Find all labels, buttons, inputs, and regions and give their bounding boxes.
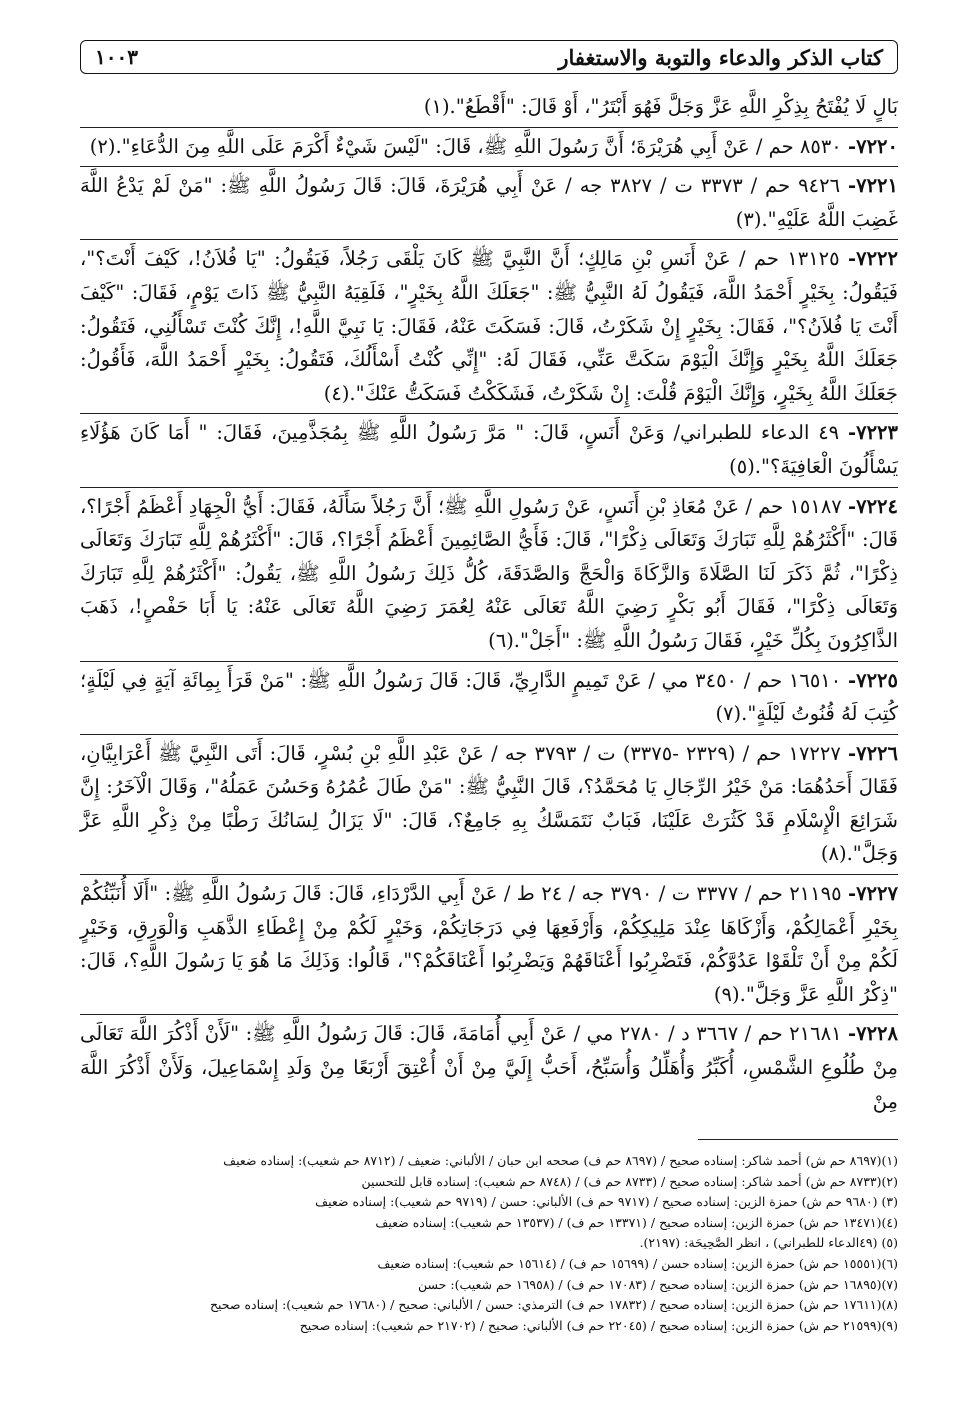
hadith-number: ٧٢٢٤- xyxy=(848,494,898,518)
hadith-number: ٧٢٢٣- xyxy=(848,421,898,445)
hadith-number: ٧٢٢٢- xyxy=(848,247,898,271)
hadith-entry xyxy=(80,662,898,735)
hadith-number: ٧٢٢١- xyxy=(848,174,899,198)
footnote: (٨)(١٧٦١١ حم ش) حمزة الزين: إسناده صحيح / (١٧٨٣٢ حم ف) الترمذي: حسن / الألباني: صحيح / (١٧٦٨٠ حم شعيب): إسناده صحيح xyxy=(209,1297,898,1313)
footnote: (٩)(٢١٥٩٩ حم ش) حمزة الزين: إسناده صحيح / (٢٢٠٤٥ حم ف) الألباني: صحيح / (٢١٧٠٢ حم شعيب): إسناده صحيح xyxy=(299,1317,898,1333)
footnote: (٣) (٩٦٨٠ حم ش) حمزة الزين: إسناده صحيح / (٩٧١٧ حم ف) الألباني: حسن / (٩٧١٩ حم شعيب): إسناده ضعيف xyxy=(315,1194,898,1210)
footnote: (٤)(١٣٤٧١ حم ش) حمزة الزين: إسناده صحيح / (١٣٣٧١ حم ف) / (١٣٥٣٧ حم شعيب): إسناده ضعيف xyxy=(375,1214,898,1230)
hadith-entry xyxy=(80,1015,898,1121)
page-number: ١٠٠٣ xyxy=(95,45,138,69)
hadith-text: ١٧٢٢٧ حم / (٢٣٢٩ -٣٣٧٥) ت / ٣٧٩٣ جه / عَنْ عَبْدِ اللَّهِ بْنِ بُسْرٍ، قَالَ: أَتَى النَّبِيَّ ﷺ أَعْرَابِيَّانِ، فَقَالَ أَحَدُهُمَا: مَنْ خَيْرُ الرِّجَالِ يَا مُحَمَّدُ؟، قَالَ النَّبِيُّ ﷺ: "مَنْ طَالَ عُمُرُهُ وَحَسُنَ عَمَلُهُ"، وَقَالَ الْآخَرُ: إِنَّ شَرَائِعَ الْإِسْلَامِ قَدْ كَثُرَتْ عَلَيْنَا، فَبَابٌ نَتَمَسَّكُ بِهِ جَامِعٌ؟، قَالَ: "لَا يَزَالُ لِسَانُكَ رَطْبًا مِنْ ذِكْرِ اللَّهِ عَزَّ وَجَلَّ".(٨) xyxy=(80,741,898,866)
hadith-text: ١٥١٨٧ حم / عَنْ مُعَاذِ بْنِ أَنَسٍ، عَنْ رَسُولِ اللَّهِ ﷺ؛ أَنَّ رَجُلاً سَأَلَهُ، فَقَالَ: أَيُّ الْجِهَادِ أَعْظَمُ أَجْرًا؟، قَالَ: "أَكْثَرُهُمْ لِلَّهِ تَبَارَكَ وَتَعَالَى ذِكْرًا"، قَالَ: فَأَيُّ الصَّائِمِينَ أَعْظَمُ أَجْرًا؟، قَالَ: "أَكْثَرُهُمْ لِلَّهِ تَبَارَكَ وَتَعَالَى ذِكْرًا"، ثُمَّ ذَكَرَ لَنَا الصَّلَاةَ وَالزَّكَاةَ وَالْحَجَّ وَالصَّدَقَةَ، كُلُّ ذَلِكَ رَسُولُ اللَّهِ ﷺ، يَقُولُ: "أَكْثَرُهُمْ لِلَّهِ تَبَارَكَ وَتَعَالَى ذِكْرًا"، فَقَالَ أَبُو بَكْرٍ رَضِيَ اللَّهُ تَعَالَى عَنْهُ لِعُمَرَ رَضِيَ اللَّهُ تَعَالَى عَنْهُ: يَا أَبَا حَفْصٍ!، ذَهَبَ الذَّاكِرُونَ بِكُلِّ خَيْرٍ، فَقَالَ رَسُولُ اللَّهِ ﷺ: "أَجَلْ".(٦) xyxy=(80,494,898,652)
hadith-text: ٩٤٢٦ حم / ٣٣٧٣ ت / ٣٨٢٧ جه / عَنْ أَبِي هُرَيْرَةَ، قَالَ: قَالَ رَسُولُ اللَّهِ ﷺ: "مَنْ لَمْ يَدْعُ اللَّهَ غَضِبَ اللَّهُ عَلَيْهِ".(٣) xyxy=(80,174,898,231)
hadith-text: بَالٍ لَا يُفْتَحُ بِذِكْرِ اللَّهِ عَزَّ وَجَلَّ فَهُوَ أَبْتَرُ"، أَوْ قَالَ: "أَقْطَعُ".(١) xyxy=(423,95,898,118)
hadith-number: ٧٢٢٠- xyxy=(848,134,898,158)
footnote: (٦)(١٥٥٥١ حم ش) حمزة الزين: إسناده حسن / (١٥٦٩٩ حم ف) / (١٥٦١٤ حم شعيب): إسناده ضعيف xyxy=(377,1255,898,1271)
hadith-list xyxy=(80,88,898,1121)
hadith-number: ٧٢٢٦- xyxy=(848,741,898,765)
hadith-entry xyxy=(80,240,898,414)
footnote: (٢)(٨٧٣٣ حم ش) أحمد شاكر: إسناده صحيح / (٨٧٣٣ حم ف) / (٨٧٤٨ حم شعيب): إسناده قابل للتحسين xyxy=(361,1173,898,1189)
hadith-text: ١٦٥١٠ حم / ٣٤٥٠ مي / عَنْ تَمِيمٍ الدَّارِيِّ، قَالَ: قَالَ رَسُولُ اللَّهِ ﷺ: "مَنْ قَرَأَ بِمِائَةِ آيَةٍ فِي لَيْلَةٍ؛ كُتِبَ لَهُ قُنُوتُ لَيْلَةٍ".(٧) xyxy=(80,668,898,726)
hadith-text: ١٣١٢٥ حم / عَنْ أَنَسِ بْنِ مَالِكٍ؛ أَنَّ النَّبِيَّ ﷺ كَانَ يَلْقَى رَجُلاً، فَيَقُولُ: "يَا فُلاَنُ!، كَيْفَ أَنْتَ؟"، فَيَقُولُ: بِخَيْرٍ أَحْمَدُ اللَّهَ، فَيَقُولُ لَهُ النَّبِيُّ ﷺ: "جَعَلَكَ اللَّهُ بِخَيْرٍ"، فَلَقِيَهُ النَّبِيُّ ﷺ ذَاتَ يَوْمٍ، فَقَالَ: "كَيْفَ أَنْتَ يَا فُلاَنُ؟"، فَقَالَ: بِخَيْرٍ إِنْ شَكَرْتُ، قَالَ: فَسَكَتَ عَنْهُ، فَقَالَ: يَا نَبِيَّ اللَّهِ!، إِنَّكَ كُنْتَ تَسْأَلُنِي، فَتَقُولُ: جَعَلَكَ اللَّهُ بِخَيْرٍ وَإِنَّكَ الْيَوْمَ سَكَتَّ عَنِّي، فَقَالَ لَهُ: "إِنِّي كُنْتُ أَسْأَلُكَ، فَتَقُولُ: بِخَيْرٍ أَحْمَدُ اللَّهَ، فَأَقُولُ: جَعَلَكَ اللَّهُ بِخَيْرٍ، وَإِنَّكَ الْيَوْمَ قُلْتَ: إِنْ شَكَرْتُ، فَشَكَكْتُ فَسَكَتُّ عَنْكَ".(٤) xyxy=(80,247,898,405)
footnotes xyxy=(80,1151,898,1336)
hadith-text: ٨٥٣٠ حم / عَنْ أَبِي هُرَيْرَةَ؛ أَنَّ رَسُولَ اللَّهِ ﷺ، قَالَ: "لَيْسَ شَيْءٌ أَكْرَمَ عَلَى اللَّهِ مِنَ الدُّعَاءِ".(٢) xyxy=(89,134,842,158)
footnote: (٥) (٤٩الدعاء للطبراني) ، انظر الصَّحِيحَة: (٢١٩٧). xyxy=(639,1235,898,1251)
hadith-number: ٧٢٢٧- xyxy=(847,882,898,906)
footnote-separator xyxy=(698,1139,898,1140)
hadith-entry xyxy=(80,128,898,168)
page-header xyxy=(80,40,898,74)
hadith-text: ٤٩ الدعاء للطبراني/ وَعَنْ أَنَسٍ، قَالَ: " مَرَّ رَسُولُ اللَّهِ ﷺ بِمُجَذَّمِينَ، فَقَالَ: " أَمَا كَانَ هَؤُلَاءِ يَسْأَلُونَ الْعَافِيَةَ؟".(٥) xyxy=(80,421,898,478)
hadith-number: ٧٢٢٥- xyxy=(848,668,898,692)
hadith-number: ٧٢٢٨- xyxy=(848,1022,898,1046)
hadith-entry xyxy=(80,414,898,487)
hadith-entry-continuation xyxy=(80,88,898,128)
book-title: كتاب الذكر والدعاء والتوبة والاستغفار xyxy=(558,44,883,70)
footnote: (١)(٨٦٩٧ حم ش) أحمد شاكر: إسناده صحيح / (٨٦٩٧ حم ف) صححه ابن حبان / الألباني: ضعيف / (٨٧١٢ حم شعيب): إسناده ضعيف xyxy=(223,1153,898,1168)
footnote: (٧)(١٦٨٩٥ حم ش) حمزة الزين: إسناده صحيح / (١٧٠٨٣ حم ف) / (١٦٩٥٨ حم شعيب): حسن xyxy=(418,1276,898,1292)
hadith-text: ٢١١٩٥ حم / ٣٣٧٧ ت / ٣٧٩٠ جه / ٢٤ ط / عَنْ أَبِي الدَّرْدَاءِ، قَالَ: قَالَ رَسُولُ اللَّهِ ﷺ: "أَلَا أُنَبِّئُكُمْ بِخَيْرِ أَعْمَالِكُمْ، وَأَزْكَاهَا عِنْدَ مَلِيكِكُمْ، وَأَرْفَعِهَا فِي دَرَجَاتِكُمْ، وَخَيْرٍ لَكُمْ مِنْ إِعْطَاءِ الذَّهَبِ وَالْوَرِقِ، وَخَيْرٍ لَكُمْ مِنْ أَنْ تَلْقَوْا عَدُوَّكُمْ، فَتَضْرِبُوا أَعْنَاقَهُمْ وَيَضْرِبُوا أَعْنَاقَكُمْ؟"، قَالُوا: وَذَلِكَ مَا هُوَ يَا رَسُولَ اللَّهِ؟، قَالَ: "ذِكْرُ اللَّهِ عَزَّ وَجَلَّ".(٩) xyxy=(80,882,898,1006)
hadith-entry xyxy=(80,167,898,240)
hadith-entry xyxy=(80,488,898,662)
hadith-entry xyxy=(80,875,898,1015)
hadith-text: ٢١٦٨١ حم / ٣٦٦٧ د / ٢٧٨٠ مي / عَنْ أَبِي أُمَامَةَ، قَالَ: قَالَ رَسُولُ اللَّهِ ﷺ: "لَأَنْ أَذْكُرَ اللَّهَ تَعَالَى مِنْ طُلُوعِ الشَّمْسِ، أُكَبِّرُ وَأُهَلِّلُ وَأُسَبِّحُ، أَحَبُّ إِلَيَّ مِنْ أَنْ أُعْتِقَ أَرْبَعًا مِنْ وَلَدِ إِسْمَاعِيلَ، وَلَأَنْ أَذْكُرَ اللَّهَ مِنْ xyxy=(80,1022,898,1113)
hadith-entry xyxy=(80,735,898,875)
